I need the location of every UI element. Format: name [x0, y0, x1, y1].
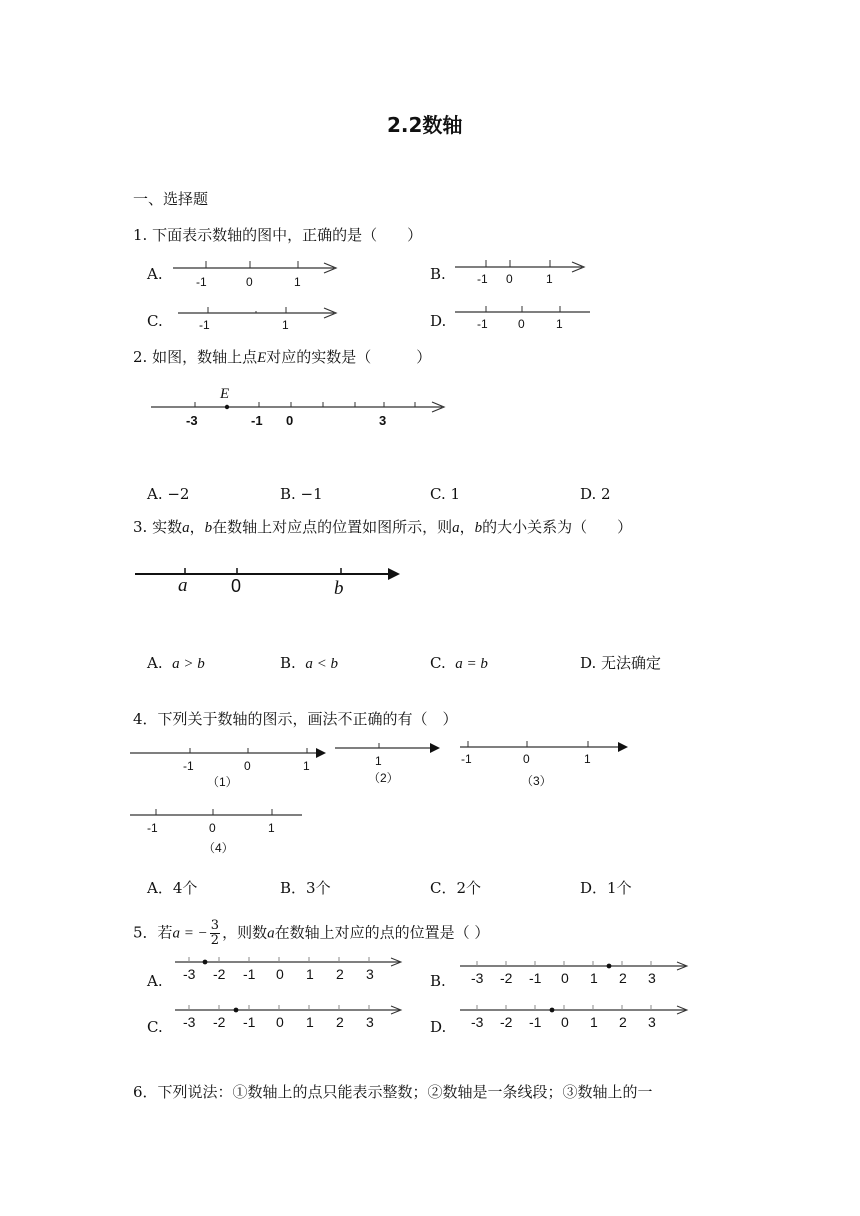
q5-tick-label: -3	[471, 1014, 484, 1030]
q1-option-d-label: D.	[430, 312, 447, 330]
q1-axis-a-line	[173, 261, 336, 273]
q4-option-a: A．4个	[147, 879, 198, 897]
q3-sep: ，	[189, 518, 205, 536]
q5-tick-label: -3	[183, 966, 196, 982]
q3-option-d: D. 无法确定	[580, 654, 662, 672]
q5-tick-label: -2	[500, 970, 513, 986]
q5-point-a	[234, 1008, 239, 1013]
q5-tick-label: 0	[561, 970, 569, 986]
q5-tick-label: 0	[276, 1014, 284, 1030]
q5-tick-label: -2	[213, 966, 226, 982]
q3-option-expr: a > b	[172, 656, 205, 672]
q4-caption: （1）	[207, 775, 238, 789]
q1b-tick-label: -1	[477, 272, 488, 286]
q2-option-c: C. 1	[430, 485, 461, 503]
q3-option-b	[280, 654, 338, 673]
question-1-stem: 1. 下面表示数轴的图中，正确的是（ ）	[133, 226, 423, 244]
q3-stem-part: 3. 实数	[133, 518, 183, 536]
q1d-tick-label: 0	[518, 317, 525, 331]
q5-stem-part: 5．若	[133, 923, 173, 942]
q5-tick-label: -1	[243, 1014, 256, 1030]
q4-caption: （2）	[368, 771, 399, 785]
q5-tick-label: -3	[471, 970, 484, 986]
q4-option-c: C．2个	[430, 879, 482, 897]
q2-point-label: E	[220, 386, 230, 402]
q3-option-label: B.	[280, 654, 296, 672]
q5-tick-label: 1	[590, 1014, 598, 1030]
q1-option-c-label: C.	[147, 312, 163, 330]
q5-tick-label: 2	[619, 970, 627, 986]
q4-tick-label: -1	[461, 752, 472, 766]
q4-tick-label: 1	[584, 752, 591, 766]
q5-tick-label: -2	[213, 1014, 226, 1030]
question-6-stem: 6．下列说法：①数轴上的点只能表示整数；②数轴是一条线段；③数轴上的一	[133, 1083, 653, 1101]
q4-tick-label: -1	[147, 821, 158, 835]
q2-tick-label: 0	[286, 413, 294, 428]
q2-stem-part: 2. 如图，数轴上点	[133, 348, 258, 366]
q1-axis-c-line	[178, 307, 336, 318]
q4-tick-label: 1	[268, 821, 275, 835]
q5-fraction-den: 2	[210, 933, 220, 948]
q2-option-a: A. −2	[147, 485, 190, 503]
q1-axis-b-line	[455, 260, 584, 272]
q4-caption: （4）	[203, 841, 234, 855]
q4-tick-label: 0	[244, 759, 251, 773]
q4-axis-1	[130, 748, 326, 758]
q5-tick-label: 3	[648, 970, 656, 986]
q1a-tick-label: -1	[196, 275, 207, 289]
q5-stem-part: ，则数	[222, 923, 268, 942]
q2-option-b: B. −1	[280, 485, 323, 503]
q5-var: a	[267, 925, 275, 942]
q5-point-a	[607, 964, 612, 969]
q4-tick-label: 1	[375, 754, 382, 768]
q4-tick-label: 0	[523, 752, 530, 766]
q5-expr: a = −	[172, 925, 208, 942]
q5-tick-label: 2	[336, 966, 344, 982]
q5-stem-part: 在数轴上对应的点的位置是（ ）	[274, 923, 490, 942]
q3-option-a	[147, 654, 205, 673]
q5-point-a	[550, 1008, 555, 1013]
q5-tick-label: 2	[619, 1014, 627, 1030]
q5-option-a-label: A.	[147, 972, 163, 990]
q1-axis-d-line	[455, 306, 590, 312]
q1-option-b-label: B.	[430, 265, 446, 283]
q5-fraction	[210, 919, 220, 948]
page-title: 2.2数轴	[387, 113, 463, 137]
q3-option-label: A.	[147, 654, 163, 672]
q4-caption: （3）	[521, 774, 552, 788]
q5-tick-label: 0	[276, 966, 284, 982]
q2-tick-label: -1	[251, 413, 263, 428]
q3-option-expr: a = b	[455, 656, 488, 672]
q4-axis-4	[130, 809, 302, 815]
q2-option-d: D. 2	[580, 485, 611, 503]
q4-option-d: D．1个	[580, 879, 632, 897]
q3-tick-zero: 0	[231, 576, 242, 596]
q5-tick-label: -1	[529, 970, 542, 986]
q5-tick-label: 1	[306, 966, 314, 982]
q3-var-a: a	[452, 520, 460, 536]
q3-sep: ，	[459, 518, 475, 536]
q4-option-b: B．3个	[280, 879, 331, 897]
q5-tick-label: -1	[243, 966, 256, 982]
q5-tick-label: 1	[590, 970, 598, 986]
q3-var-b: b	[474, 520, 483, 536]
question-4-stem: 4．下列关于数轴的图示，画法不正确的有（ ）	[133, 710, 458, 728]
q2-var: E	[257, 350, 267, 366]
q3-option-c	[430, 654, 488, 673]
q5-tick-label: -2	[500, 1014, 513, 1030]
section-heading: 一、选择题	[133, 190, 209, 208]
q5-option-c-label: C.	[147, 1018, 163, 1036]
q1c-tick-label: -1	[199, 318, 210, 332]
q5-tick-label: 3	[648, 1014, 656, 1030]
q2-tick-label: 3	[379, 413, 387, 428]
q4-tick-label: -1	[183, 759, 194, 773]
q3-point-a: a	[178, 575, 188, 596]
q3-var-b: b	[204, 520, 213, 536]
q1b-tick-label: 0	[506, 272, 513, 286]
q4-axis-3	[460, 741, 628, 752]
q5-tick-label: 0	[561, 1014, 569, 1030]
question-2-stem	[133, 348, 431, 367]
q4-axis-2	[335, 743, 440, 753]
q1-option-a-label: A.	[147, 265, 163, 283]
q5-point-a	[203, 960, 208, 965]
q5-option-d-label: D.	[430, 1018, 447, 1036]
q3-axis-line	[135, 568, 400, 580]
q3-option-label: C.	[430, 654, 446, 672]
q1b-tick-label: 1	[546, 272, 553, 286]
q1a-tick-label: 0	[246, 275, 253, 289]
q5-fraction-num: 3	[210, 918, 220, 933]
q4-tick-label: 0	[209, 821, 216, 835]
question-5-stem	[133, 919, 489, 948]
question-3-stem	[133, 518, 632, 537]
q5-tick-label: 1	[306, 1014, 314, 1030]
q1a-tick-label: 1	[294, 275, 301, 289]
q3-option-expr: a < b	[305, 656, 338, 672]
q2-stem-part: 对应的实数是（ ）	[266, 348, 432, 366]
q2-axis-line	[151, 402, 444, 412]
q5-tick-label: 3	[366, 1014, 374, 1030]
q5-tick-label: 2	[336, 1014, 344, 1030]
q1d-tick-label: -1	[477, 317, 488, 331]
q3-var-a: a	[182, 520, 190, 536]
q5-tick-label: 3	[366, 966, 374, 982]
q2-tick-label: -3	[186, 413, 198, 428]
q3-point-b: b	[334, 578, 344, 599]
q5-tick-label: -1	[529, 1014, 542, 1030]
q5-option-b-label: B.	[430, 972, 446, 990]
q5-tick-label: -3	[183, 1014, 196, 1030]
q4-tick-label: 1	[303, 759, 310, 773]
q1d-tick-label: 1	[556, 317, 563, 331]
q3-stem-part: 在数轴上对应点的位置如图所示，则	[212, 518, 453, 536]
q3-stem-part: 的大小关系为（ ）	[482, 518, 633, 536]
q1c-tick-label: 1	[282, 318, 289, 332]
